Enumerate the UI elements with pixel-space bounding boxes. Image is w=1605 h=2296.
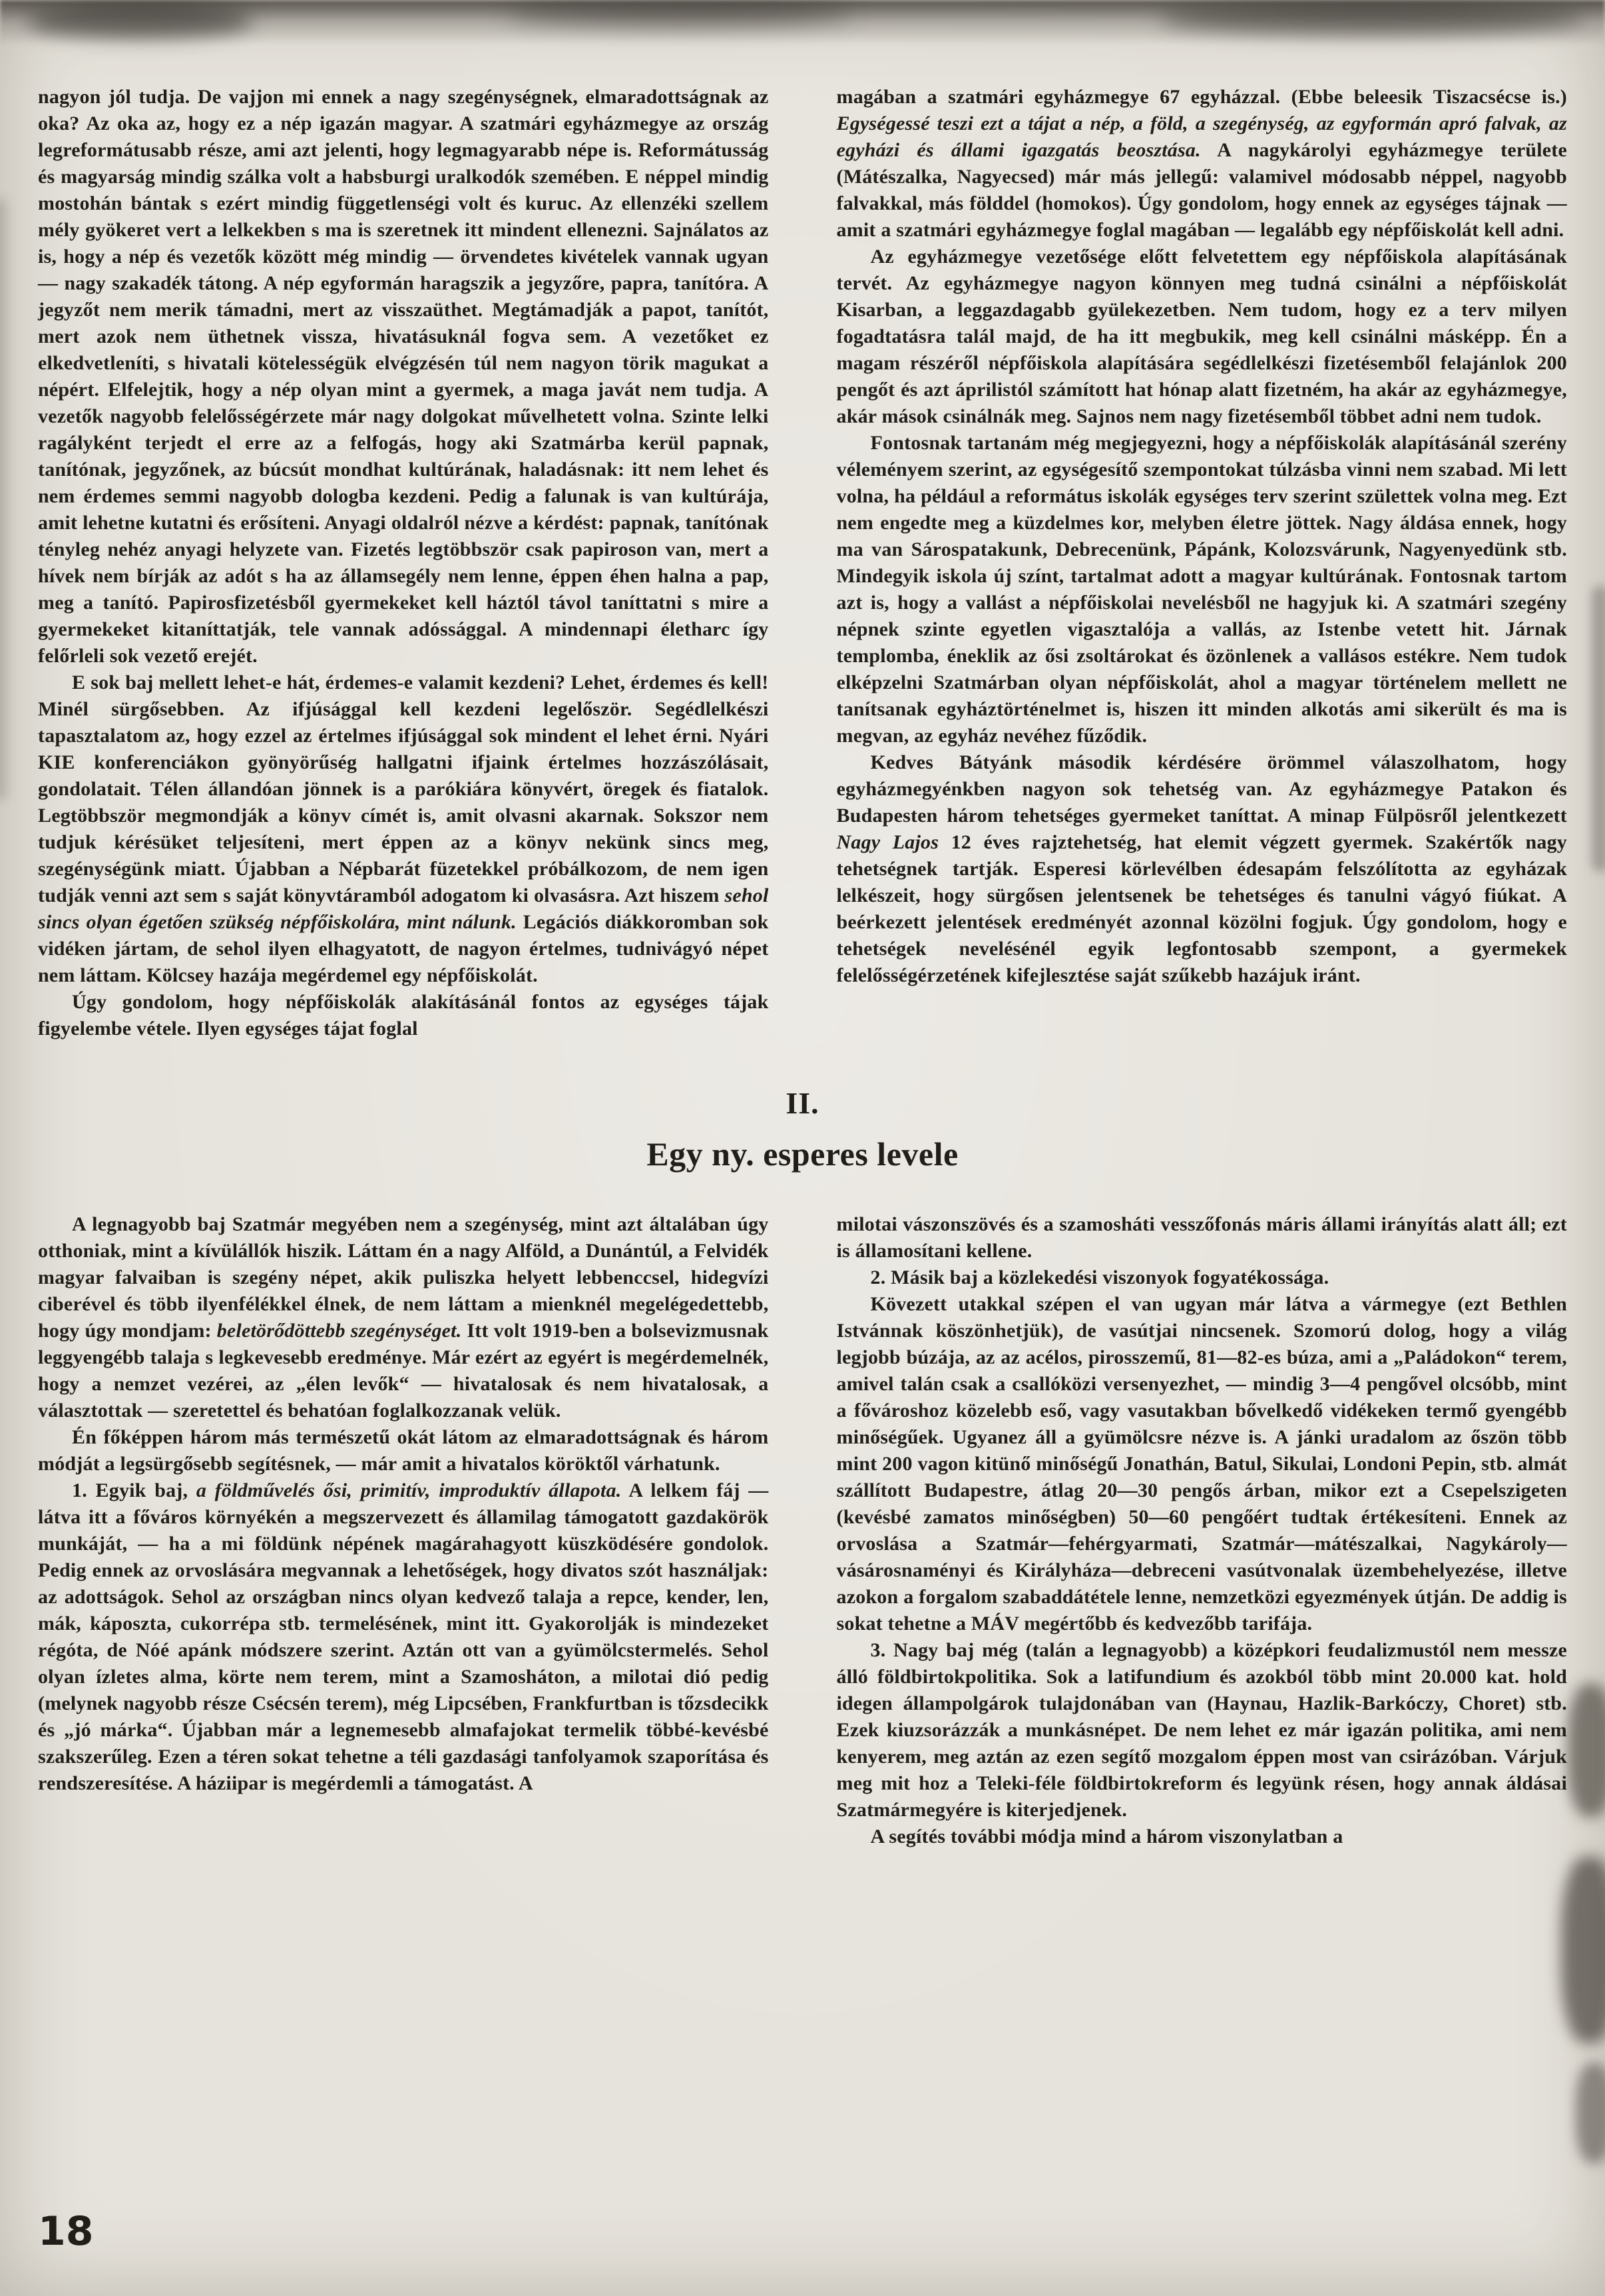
letter-two — [38, 1211, 1567, 1850]
text-run: A segítés további módja mind a három viszonylatban a — [870, 1825, 1343, 1847]
text-run-italic: Egységessé teszi ezt a tájat a nép, a föld, a szegénység, az egyformán apró falvak, az egyházi és állami igazgatás beosztása. — [836, 112, 1567, 161]
page-content — [38, 84, 1567, 1850]
paragraph — [837, 749, 1568, 989]
paragraph — [837, 1823, 1568, 1850]
section-heading — [38, 1086, 1567, 1173]
text-run: Itt volt 1919-ben a bolsevizmusnak leggyengébb talaja s legkevesebb eredménye. Már ezért az egyért is megérdemelnék, hogy a nemzet vezérei, az „élen levők“ — hivatalosak és nem hivatalosak, a választottak — szeretettel és behatóan foglalkozzanak velük. — [38, 1319, 769, 1422]
text-run: Fontosnak tartanám még megjegyezni, hogy a népfőiskolák alapításánál szerény véleményem szerint, az egységesítő szempontokat túlzásba vinni nem szabad. Mi lett volna, ha például a református iskolák egységes terv szerint születtek volna meg. Ezt nem engedte meg a küzdelmes kor, melyben életre jöttek. Nagy áldása ennek, hogy ma van Sárospatakunk, Debrecenünk, Pápánk, Kolozsvárunk, Nagyenyedünk stb. Mindegyik iskola új színt, tartalmat adott a magyar kultúrának. Fontosnak tartom azt is, hogy a vallást a népfőiskolai nevelésből ne hagyjuk ki. A szatmári szegény népnek szinte egyetlen vigasztalója a vallás, az Istenbe vetett hit. Járnak templomba, éneklik az ősi zsoltárokat és özönlenek a vallásos estékre. Nem tudok elképzelni Szatmárban olyan népfőiskolát, ahol a magyar történelem mellett ne tanítsanak egyháztörténelmet is, hiszen itt minden alkotás ami sikerült és ma is megvan, az egyház nevéhez fűződik. — [836, 432, 1567, 747]
page-number: 18 — [38, 2208, 94, 2255]
paragraph — [837, 1637, 1568, 1823]
letter-one-continuation — [38, 84, 1567, 1042]
scan-artifact-top-left — [27, 4, 253, 39]
letter-two-right-column — [837, 1211, 1568, 1850]
letter-one-left-column — [38, 84, 769, 1042]
text-run: Kövezett utakkal szépen el van ugyan már látva a vármegye (ezt Bethlen Istvánnak köszönhetjük), de vasútjai nincsenek. Szomorú dolog, hogy a világ legjobb búzája, az az acélos, pirosszemű, 81—82-es búza, ami a „Paládokon“ terem, amivel talán csak a csallóközi versenyezhet, — mindig 3—4 pengővel olcsóbb, mint a fővároshoz közelebb eső, vagy vasutakban bővelkedő vidékeken termő gyengébb minőségűek. Ugyanez áll a gyümölcsre nézve is. A jánki uradalom az őszön több mint 200 vagon kitünő minőségű Jonathán, Batul, Sikulai, Londoni Pepin, stb. almát szállított Budapestre, átlag 20—30 pengős árban, mikor ezt a Csepelszigeten (kevésbé zamatos minőségben) 50—60 pengőért tudtak értékesíteni. Ennek az orvoslása a Szatmár—fehérgyarmati, Szatmár—mátészalkai, Nagykároly—vásárosnaményi és Királyháza—debreceni vasútvonalak üzembehelyezése, illetve azokon a forgalom szabaddátétele lenne, nemzetközi egyezmények útján. De addig is sokat tehetne a MÁV megértőbb és kedvezőbb tarifája. — [836, 1292, 1567, 1634]
letter-one-right-column — [837, 84, 1568, 989]
text-run: 3. Nagy baj még (talán a legnagyobb) a középkori feudalizmustól nem messze álló földbirtokpolitika. Sok a latifundium és azokból több mint 20.000 kat. hold idegen állampolgárok tulajdonában van (Haynau, Hazlik-Barkóczy, Choret) stb. Ezek kiuzsorázzák a munkásnépet. De nem lehet ez már igazán politika, ami nem kenyerem, meg aztán az ezen segítő mozgalom éppen most van csirázóban. Várjuk meg mit hoz a Teleki-féle földbirtokreform és legyünk résen, hogy annak áldásai Szatmármegyére is kiterjedjenek. — [836, 1638, 1567, 1821]
paragraph — [38, 1211, 769, 1424]
text-run: E sok baj mellett lehet-e hát, érdemes-e valamit kezdeni? Lehet, érdemes és kell! Minél sürgősebben. Az ifjúsággal kell kezdeni legelőször. Segédlelkészi tapasztalatom az, hogy ezzel az értelmes ifjúsággal sok mindent el lehet érni. Nyári KIE konferenciákon gyönyörűség hallgatni ifjaink értelmes hozzászólásait, gondolatait. Télen állandóan jönnek is a parókiára könyvért, öregek és fiatalok. Legtöbbször megmondják a könyv címét is, amit olvasni akarnak. Sokszor nem tudjuk kérésüket teljesíteni, mert éppen az a könyv nekünk sincs meg, szegénységünk miatt. Újabban a Népbarát füzetekkel próbálkozom, de nem igen tudják venni azt sem s saját könyvtáramból adogatom ki olvasásra. Azt hiszem — [38, 671, 769, 906]
paragraph — [38, 1477, 769, 1797]
scan-artifact-top-right — [1159, 3, 1585, 35]
text-run: Legációs diákkoromban sok vidéken jártam, de sehol ilyen elhagyatott, de nagyon értelmes, tudnivágyó népet nem láttam. Kölcsey hazája megérdemel egy népfőiskolát. — [38, 911, 769, 986]
text-run: A nagykárolyi egyházmegye területe (Mátészalka, Nagyecsed) már más jellegű: valamivel módosabb néppel, nagyobb falvakkal, más földdel (homokos). Úgy gondolom, hogy ennek az egységes tájnak — amit a szatmári egyházmegye foglal magában — legalább egy népfőiskolát kell adni. — [836, 139, 1567, 241]
paragraph — [38, 1424, 769, 1477]
text-run: Az egyházmegye vezetősége előtt felvetettem egy népfőiskola alapításának tervét. Az egyházmegye nagyon könnyen meg tudná csinálni a népfőiskolát Kisarban, a leggazdagabb gyülekezetben. Nem tudom, hogy ez a terv milyen fogadtatásra talál majd, de ha itt megbukik, meg kell csinálni másképp. Én a magam részéről népfőiskola alapítására segédlelkészi fizetésemből felajánlok 200 pengőt és azt áprilistól számított hat hónap alatt fizetném, ha akár az egyházmegye, akár mások csinálnák meg. Sajnos nem nagy fizetésemből többet adni nem tudok. — [836, 246, 1567, 427]
text-run: nagyon jól tudja. De vajjon mi ennek a nagy szegénységnek, elmaradottságnak az oka? Az oka az, hogy ez a nép igazán magyar. A szatmári egyházmegye az ország legreformátusabb része, ami azt jelenti, hogy legmagyarabb népe is. Reformátusság és magyarság mindig szálka volt a habsburgi uralkodók szemében. E néppel mindig mostohán bántak s ezért mindig függetlenségi volt és kuruc. Az ellenzéki szellem mély gyökeret vert a lelkekben s ma is szeretnek itt mindent ellenezni. Sajnálatos az is, hogy a nép és vezetők között még mindig — örvendetes kivételek vannak ugyan — nagy szakadék tátong. A nép egyformán haragszik a jegyzőre, papra, tanítóra. A jegyzőt nem merik támadni, mert az visszaüthet. Megtámadják a papot, tanítót, mert azok nem üthetnek vissza, hivatásuknál fogva sem. A vezetőket ez elkedvetleníti, s hivatali kötelességük elvégzésén túl nem nagyon törik magukat a népért. Elfelejtik, hogy a nép olyan mint a gyermek, a maga javát nem tudja. A vezetők nagyobb felelősségérzete már nagy dolgokat művelhetett volna. Szinte lelki ragályként terjedt el erre az a felfogás, hogy aki Szatmárba kerül papnak, tanítónak, jegyzőnek, az búcsút mondhat kultúrának, haladásnak: itt nem lehet és nem érdemes semmi nagyobb dologba kezdeni. Pedig a falunak is van kultúrája, amit lehetne kutatni és erősíteni. Anyagi oldalról nézve a kérdést: papnak, tanítónak tényleg nehéz anyagi helyzete van. Fizetés legtöbbször csak papiroson van, mert a hívek nem bírják az adót s ha az államsegély nem lenne, éppen éhen halna a pap, meg a tanító. Papirosfizetésből gyermekeket kell háztól távol taníttatni s mire a gyermekeket kitaníttatják, tele vannak adóssággal. A mindennapi életharc így felőrleli sok vezető erejét. — [38, 86, 769, 667]
paragraph — [38, 670, 769, 989]
scan-artifact-right-smudge — [1561, 1857, 1605, 2043]
text-run: 1. Egyik baj, — [72, 1479, 196, 1501]
scan-artifact-left-edge — [0, 200, 7, 799]
text-run: Kedves Bátyánk második kérdésére örömmel válaszolhatom, hogy egyházmegyénkben nagyon sok tehetség van. Az egyházmegye Patakon és Budapesten három tehetséges gyermeket taníttat. A minap Fülpösről jelentkezett — [836, 751, 1567, 827]
scan-artifact-right-smudge — [1568, 1684, 1605, 1817]
section-title: Egy ny. esperes levele — [646, 1135, 959, 1173]
text-run: A lelkem fáj — látva itt a főváros környékén a megszervezett és államilag támogatott gazdakörök munkáját, — ha a mi földünk népének magárahagyott küszködésére gondolok. Pedig ennek az orvoslására megvannak a lehetőségek, hogy divatos szót használjak: az adottságok. Sehol az országban nincs olyan kedvező talaja a repce, kender, len, mák, káposzta, cukorrépa stb. termelésének, mint itt. Gyakorolják is mindezeket régóta, de Nóé apánk módszere szerint. Aztán ott van a gyümölcstermelés. Sehol olyan ízletes alma, körte nem terem, mint a Szamosháton, a milotai dió pedig (melynek nagyobb része Csécsén terem), még Lipcsében, Frankfurtban is tőzsdecikk és „jó márka“. Újabban már a legnemesebb almafajokat termelik többé-kevésbé szakszerűleg. Ezen a téren sokat tehetne a téli gazdasági tanfolyamok szaporítása és rendszeresítése. A háziipar is megérdemli a támogatást. A — [38, 1479, 769, 1794]
text-run: 2. Másik baj a közlekedési viszonyok fogyatékossága. — [870, 1266, 1329, 1288]
text-run: A legnagyobb baj Szatmár megyében nem a szegénység, mint azt általában úgy otthoniak, mint a kívülállók hiszik. Láttam én a nagy Alföld, a Dunántúl, a Felvidék magyar falvaiban is szegény népet, akik puliszka helyett lebbenccsel, hidegvízi ciberével és több ilyenfélékkel élnek, de nem láttam a mienknél megelégedettebb, hogy úgy mondjam: — [38, 1213, 769, 1342]
paragraph — [837, 430, 1568, 749]
text-run: milotai vászonszövés és a szamosháti vesszőfonás máris állami irányítás alatt áll; ezt is államosítani kellene. — [836, 1213, 1567, 1262]
paragraph — [837, 84, 1568, 244]
text-run: Úgy gondolom, hogy népfőiskolák alakításánál fontos az egységes tájak figyelembe vétele. Ilyen egységes tájat foglal — [38, 991, 769, 1040]
text-run: 12 éves rajztehetség, hat elemit végzett gyermek. Szakértők nagy tehetségnek tartják. Esperesi körlevélben édesapám felszólította az egyházak lelkészeit, hogy sürgősen jelentsenek be tehetséges és tanulni vágyó fiúkat. A beérkezett jelentések eredményét azonnal közölni fogjuk. Úgy gondolom, hogy e tehetségek nevelésénél egyik legfontosabb szempont, a gyermekek felelősségérzetének kifejlesztése saját szűkebb hazájuk iránt. — [836, 831, 1567, 986]
text-run-italic: sehol sincs olyan égetően szükség népfőiskolára, mint nálunk. — [38, 884, 769, 933]
text-run-italic: beletörődöttebb szegénységet. — [216, 1319, 462, 1342]
text-run-italic: a földművelés ősi, primitív, improduktív állapota. — [196, 1479, 622, 1501]
scan-artifact-top-mid — [506, 1, 852, 27]
text-run: magában a szatmári egyházmegye 67 egyházzal. (Ebbe beleesik Tiszacsécse is.) — [836, 86, 1567, 108]
text-run-italic: Nagy Lajos — [836, 831, 939, 853]
paragraph — [837, 1264, 1568, 1291]
paragraph — [38, 989, 769, 1042]
scan-artifact-right-smudge — [1576, 2063, 1605, 2163]
paragraph — [837, 244, 1568, 430]
letter-two-left-column — [38, 1211, 769, 1797]
scan-artifact-top-band — [0, 0, 1605, 49]
paragraph — [837, 1211, 1568, 1264]
section-numeral: II. — [786, 1086, 819, 1120]
text-run: Én főképpen három más természetű okát látom az elmaradottságnak és három módját a legsürgősebb segítésnek, — már amit a hivatalos köröktől várhatunk. — [38, 1426, 769, 1475]
paragraph — [38, 84, 769, 670]
scan-artifact-right-streak — [1592, 586, 1605, 872]
paragraph — [837, 1291, 1568, 1637]
